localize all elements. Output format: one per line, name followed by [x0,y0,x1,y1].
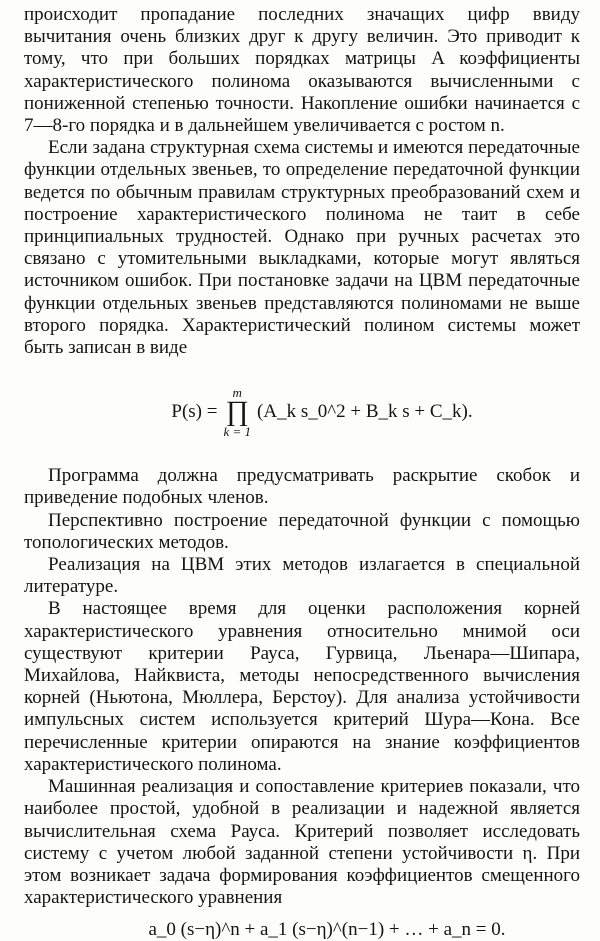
product-lower-limit: k = 1 [223,424,252,440]
paragraph-7: Машинная реализация и сопоставление критериев показали, что наиболее простой, удобной в реализации и надежной является вычислительная схема Рауса. Критерий позволяет исследовать систему с учетом любой заданной степени устойчивости η. При этом возникает задача формирования коэффициентов смещенного характеристического уравнения [24,776,580,909]
formula-1-body: (A_k s_0^2 + B_k s + C_k). [257,401,473,423]
paragraph-6: В настоящее время для оценки расположения корней характеристического уравнения относительно мнимой оси существуют критерии Рауса, Гурвица, Льенара—Шипара, Михайлова, Найквиста, методы непосредственного вычисления корней (Ньютона, Мюллера, Берстоу). Для анализа устойчивости импульсных систем используется критерий Шура—Кона. Все перечисленные критерии опираются на знание коэффициентов характеристического полинома. [24,598,580,775]
paragraph-5: Реализация на ЦВМ этих методов излагается в специальной литературе. [24,554,580,598]
product-symbol: ∏ [225,396,249,428]
paragraph-4: Перспективно построение передаточной функции с помощью топологических методов. [24,509,580,553]
formula-characteristic-polynomial [24,359,580,465]
paragraph-2: Если задана структурная схема системы и имеются передаточные функции отдельных звеньев, то определение передаточной функции ведется по обычным правилам структурных преобразований схем и построение характеристического полинома не таит в себе принципиальных трудностей. Однако при ручных расчетах это связано с утомительными выкладками, которые могут являться источником ошибок. При постановке задачи на ЦВМ передаточные функции отдельных звеньев представляются полиномами не выше второго порядка. Характеристический полином системы может быть записан в виде [24,137,580,359]
paragraph-3: Программа должна предусматривать раскрытие скобок и приведение подобных членов. [24,465,580,509]
product-operator-block [223,386,251,438]
formula-shifted-characteristic-equation: a_0 (s−η)^n + a_1 (s−η)^(n−1) + … + a_n = 0. [148,919,506,941]
paragraph-1: происходит пропадание последних значащих цифр ввиду вычитания очень близких друг к другу величин. Это приводит к тому, что при больших порядках матрицы A коэффициенты характеристического полинома оказываются вычисленными с пониженной степенью точности. Накопление ошибки начинается с 7—8-го порядка и в дальнейшем увеличивается с ростом n. [24,4,580,137]
product-upper-limit: m [232,385,242,401]
formula-1-lhs: P(s) = [171,401,218,423]
